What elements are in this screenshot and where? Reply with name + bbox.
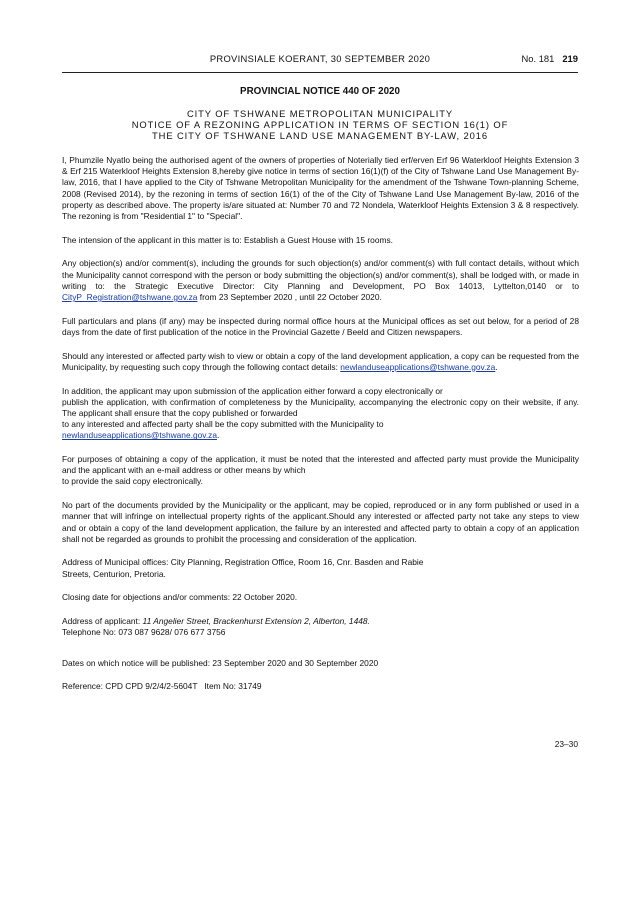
paragraph-office-address <box>62 557 579 579</box>
paragraph-electronic-copy <box>62 386 579 442</box>
page-number: 219 <box>562 53 578 64</box>
landuse-email-link[interactable]: newlanduseapplications@tshwane.gov.za <box>340 361 496 372</box>
paragraph-reference: Reference: CPD CPD 9/2/4/2-5604T Item No: 31749 <box>62 681 262 692</box>
header-rule <box>62 72 578 73</box>
page-header <box>62 53 578 67</box>
applicant-address-label: Address of applicant: <box>62 616 141 627</box>
paragraph-copy-request <box>62 351 579 373</box>
registration-email-link[interactable]: CityP_Registration@tshwane.gov.za <box>62 292 198 303</box>
subtitle-line: CITY OF TSHWANE METROPOLITAN MUNICIPALITY <box>186 108 454 119</box>
paragraph-copyright: No part of the documents provided by the Municipality or the applicant, may be copied, reproduced or in any form published or used in a manner that will infringe on intellectual property rights of the applicant.Should any interested or affected party not take any steps to view and or obtain a copy of the land development application, the failure by an interested and affected party to obtain a copy of an application shall not be regarded as grounds to prohibit the processing and consideration of the application. <box>62 500 579 544</box>
paragraph-agent-statement: I, Phumzile Nyatlo being the authorised agent of the owners of properties of Noterially tied erf/erven Erf 96 Waterkloof Heights Extension 3 & Erf 215 Waterkloof Heights Extension 8,hereby give notice in terms of section 16(1)(f) of the City of Tshwane Land Use Management By-law, 2016, that I have applied to the City of Tshwane Metropolitan Municipality for the amendment of the Tshwane Town-planning Scheme, 2008 (Revised 2014), by the rezoning in terms of section 16(1) of the of the City of Tshwane Land Use Management By-law, 2016 of the property as described above. The property is/are situated at: Number 70 and 72 Nondela, Waterkloof Heights Extension 3 & 8 respectively. The rezoning is from "Residential 1" to "Special". <box>62 155 579 222</box>
objections-dates: from 23 September 2020 , until 22 October 2020. <box>199 292 382 303</box>
obtaining-copy-line: For purposes of obtaining a copy of the application, it must be noted that the interested and affected party must provide the Municipality and the applicant with an e-mail address or other means by which <box>62 454 579 476</box>
notice-code: 23–30 <box>554 739 578 749</box>
subtitle-line: THE CITY OF TSHWANE LAND USE MANAGEMENT BY-LAW, 2016 <box>152 130 488 141</box>
paragraph-applicant-address <box>62 616 579 638</box>
issue-and-page <box>522 53 579 64</box>
paragraph-publication-dates: Dates on which notice will be published: 23 September 2020 and 30 September 2020 <box>62 657 379 668</box>
copy-request-text: Should any interested or affected party wish to view or obtain a copy of the land development application, a copy can be requested from the Municipality, by requesting such copy through the following contact details: <box>62 350 579 372</box>
punctuation: . <box>217 430 220 441</box>
objections-text: Any objection(s) and/or comment(s), including the grounds for such objection(s) and/or comment(s) with full contact details, without which the Municipality cannot correspond with the person or body submitting the objection(s) and/or comment(s), shall be lodged with, or made in writing to: the Strategic Executive Director: City Planning and Development, PO Box 14013, Lyttelton,0140 or to <box>62 258 579 291</box>
paragraph-closing-date: Closing date for objections and/or comments: 22 October 2020. <box>62 592 298 603</box>
obtaining-copy-line: to provide the said copy electronically. <box>62 476 203 487</box>
office-address-line: Streets, Centurion, Pretoria. <box>62 568 166 579</box>
paragraph-obtaining-copy <box>62 454 579 488</box>
notice-body <box>62 155 579 705</box>
paragraph-intention: The intension of the applicant in this matter is to: Establish a Guest House with 15 rooms. <box>62 234 393 245</box>
paragraph-particulars: Full particulars and plans (if any) may be inspected during normal office hours at the Municipal offices as set out below, for a period of 28 days from the date of first publication of the notice in the Provincial Gazette / Beeld and Citizen newspapers. <box>62 315 579 337</box>
electronic-copy-line: to any interested and affected party shall be the copy submitted with the Municipality to <box>62 419 384 430</box>
punctuation: . <box>495 361 498 372</box>
office-address-line: Address of Municipal offices: City Planning, Registration Office, Room 16, Cnr. Basden and Rabie <box>62 557 424 568</box>
electronic-copy-line: publish the application, with confirmation of completeness by the Municipality, accompanying the electronic copy on their website, if any. The applicant shall ensure that the copy published or forwarded <box>62 396 579 418</box>
applicant-address-value: 11 Angelier Street, Brackenhurst Extension 2, Alberton, 1448. <box>142 616 370 627</box>
notice-title: PROVINCIAL NOTICE 440 OF 2020 <box>240 86 400 97</box>
gazette-name: PROVINSIALE KOERANT, 30 SEPTEMBER 2020 <box>209 53 431 64</box>
subtitle-line: NOTICE OF A REZONING APPLICATION IN TERMS OF SECTION 16(1) OF <box>131 119 509 130</box>
electronic-copy-line: In addition, the applicant may upon submission of the application either forward a copy electronically or <box>62 385 443 396</box>
notice-subtitle <box>62 108 578 141</box>
paragraph-objections <box>62 258 579 303</box>
issue-number: No. 181 <box>521 53 555 64</box>
landuse-email-link-2[interactable]: newlanduseapplications@tshwane.gov.za <box>62 430 218 441</box>
applicant-telephone: Telephone No: 073 087 9628/ 076 677 3756 <box>62 627 226 638</box>
